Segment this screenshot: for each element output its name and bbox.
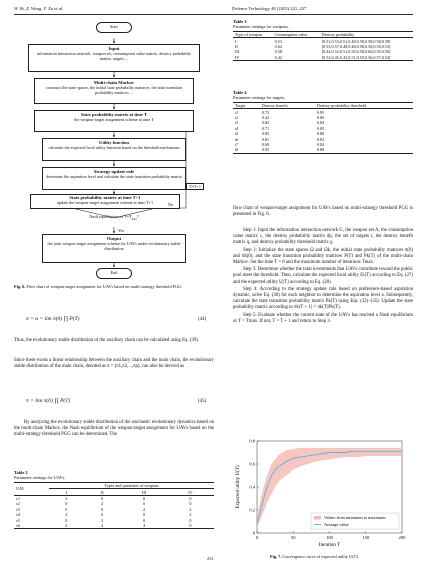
x-axis-label: Iteration T [318,543,341,548]
table4-cell: 0.42 [261,114,270,120]
table4-cell: t8 [235,147,239,153]
loop-label: T=T+1 [186,183,204,190]
strategy-text: determine the aspiration level and calculate the state transition probability matrix [46,174,182,179]
table2-cell: 0 [142,495,146,501]
table2-cell: 2 [101,517,104,523]
start-node [96,22,132,33]
y-tick-label: 0.4 [249,484,255,490]
utility-chart [233,435,408,552]
table4-cell: 0.84 [316,120,325,126]
table2-col-1: I [65,489,67,495]
step-4: Step 4: According to the strategy update rule based on preference-based aspiration dynamic, solve Eq. (30) for each neighbor to determine the aspiration level a. Subsequently, calculate the state transition probability matrix Pk(T) using Eqs. (32)–(35). Update the state probability matrix according to πk(T + 1) = πk(T)Pk(T). [233,286,413,311]
table3-cell: [0.44,0.52,0.51,0.50,0.58,0.60,0.50,0.50] [321,49,391,55]
legend-label-average: Average value [324,522,349,527]
flowchart [14,18,214,280]
decision-text: Nash equilibrium or $T=T_{max}$? [89,214,139,221]
table4-cell: 0.82 [261,120,270,126]
equation-44: π = α = lim π(0) ∏ P(T) [26,316,80,322]
table2-row [14,523,214,529]
table3-header-1: Type of weapon [235,32,262,38]
paragraph-3: By analyzing the evolutionary stable distribution of the stochastic evolutionary dynamics based on the multi-chain Markov, the Nash equilibrium of the weapon-target assignment for UAVs based on the multi-strategy threshold PGG can be determined. The [14,420,214,438]
y-axis-label: Expected utility U(T) [236,465,241,509]
table4-cell: t4 [235,125,239,131]
table2-cell: v6 [16,522,20,528]
table4-cell: t1 [235,109,239,115]
table2-cell: 0 [142,517,146,523]
table2-col-group: Types and quantities of weapons [49,483,214,489]
table4-title: Parameter settings for targets. [233,95,286,101]
output-box [42,234,186,263]
utility-box [42,138,186,161]
table2-cell: 2 [65,512,68,518]
step-1: Step 1: Input the information interaction network G, the weapon set A, the consumption value matrix c, the destroy probability matrix dp, the set of targets t, the destroy benefit matrix q, and destroy probability threshold matrix χ. [233,228,413,246]
table4-header-3: Destroy probability threshold [316,103,367,109]
table2-cell: 0 [189,517,192,523]
table2-caption [14,470,65,480]
table4-cell: 0.82 [316,141,325,147]
input-box [28,44,200,72]
table2-cell: v3 [16,506,20,512]
table4-cell: 0.69 [261,141,270,147]
table4-cell: t5 [235,131,239,137]
table2-cell: 0 [189,495,192,501]
table4-cell: t7 [235,141,239,147]
table2-cell: 0 [189,501,192,507]
table2-cell: v1 [16,495,20,501]
table3-cell: [0.51,0.53,0.51,0.48,0.58,0.58,0.58,0.58] [321,38,391,44]
step-3: Step 3: Determine whether the total investments that UAVs contribute toward the public pool meet the threshold. Then, calculate the expected local utility Ei(T) according to Eq. (27) and the expected utility U(T) according to Eq. (28). [233,267,413,285]
table2-col-4: IV [188,489,193,495]
table4-cell: 0.72 [261,109,270,115]
table3-cell: 0.42 [274,54,282,60]
table4-cell: 0.88 [316,147,325,153]
input-title: Input [108,46,120,51]
running-authors: W. Bi, Z. Wang, Y. Xu et al. [14,6,64,11]
spm2-box [30,194,180,209]
table2-cell: v2 [16,501,20,507]
x-tick-label: 0 [255,535,259,540]
fig7-label: Fig. 7. [270,554,282,559]
table2-label: Table 2 [14,470,28,475]
input-text: information interaction network, weapon set, consumption value matrix, destroy probability matrix, targets ... [37,51,191,61]
table2-col-3: III [141,489,147,495]
table4-cell: 0.82 [316,136,325,142]
table2-cell: 0 [65,517,68,523]
table4-cell: 0.85 [316,125,325,131]
table3-caption [233,19,289,29]
table2-cell: 0 [101,506,104,512]
table4 [233,102,413,154]
table2-cell: 2 [189,512,192,518]
table2-col-2: II [100,489,104,495]
table3-cell: III [235,49,240,55]
x-tick-label: 150 [362,535,370,540]
fig7-caption [270,554,359,559]
table3-body [233,38,413,61]
table4-body [233,109,413,153]
start-label: Start [110,24,118,29]
spm-text: the weapon-target assignment scheme at time T [74,117,154,122]
steps-list [233,228,413,325]
table3-label: Table 3 [233,19,247,24]
table2 [14,482,214,529]
table2-cell: 0 [101,495,104,501]
table2-cell: 0 [142,512,146,518]
table2-cell: 0 [65,501,68,507]
spm-title: State probability matrix at time T [80,112,148,117]
legend-label-band: Values from minimum to maximum [324,515,386,520]
end-node [96,268,132,279]
table4-row [233,147,413,153]
header-rule [14,14,413,15]
journal-info: Defence Technology 48 (2025) 221–237 [232,6,307,11]
table2-cell: 0 [189,522,192,528]
table3-cell: 0.62 [274,43,282,49]
table4-cell: t3 [235,120,239,126]
table3-cell: 0.53 [274,38,282,44]
table2-cell: 4 [142,522,146,528]
fig6-label: Fig. 6. [14,284,26,289]
table2-cell: 0 [101,512,104,518]
table3-cell: IV [235,54,240,60]
x-tick-label: 100 [326,535,333,540]
table4-cell: 0.85 [261,131,270,137]
x-tick-label: 200 [398,535,406,540]
table2-title: Parameter settings for UAVs. [14,475,66,481]
utility-text: calculate the expected local utility function based on the threshold mechanism [48,145,180,150]
table3-cell: [0.52,0.45,0.43,0.51,0.50,0.56,0.57,0.54] [321,54,391,60]
paragraph-2: Since there exists a linear relationship between the auxiliary chain and the main chain, the evolutionary stable distribution of the main chain, denoted as π = (π1,π2,...,πρ), can also be derived as [14,358,214,370]
table3-cell: I [235,38,237,44]
y-tick-label: 0.2 [249,507,255,513]
table2-cell: 0 [142,501,146,507]
markov-title: Multi-chain Markov [93,80,135,85]
y-tick-label: 0.6 [249,461,255,467]
x-tick-label: 50 [291,535,296,540]
table2-cell: v4 [16,512,20,518]
y-tick-label: 0.8 [249,438,255,444]
right-paragraph: flow chart of weapon-target assignment for UAVs based on multi-strategy threshold PGG is presented in Fig. 6. [233,206,413,218]
step-2: Step 2: Initialize the state spaces Ω and Ωk, the initial state probability matrices π(0) and πk(0), and the state transition probability matrices P(T) and Pk(T) of the multi-chain Markov. Set the time T = 0 and the maximum number of iterations Tmax. [233,247,413,266]
table4-cell: t2 [235,114,239,120]
table4-label: Table 4 [233,90,247,95]
table3-title: Parameter settings for weapons. [233,24,290,30]
table4-header-1: Target [235,103,246,109]
fig6-caption [14,284,214,289]
equation-45-number: (45) [198,399,207,404]
paragraph-1: Thus, the evolutionary stable distribution of the auxiliary chain can be calculated using Eq. (39). [14,338,200,343]
strategy-title: Strategy update rule [93,169,135,174]
table2-cell: v5 [16,517,20,523]
decision-label: Nash equilibrium or T=T [89,214,132,219]
legend-swatch-band [314,516,321,520]
equation-44-number: (44) [198,317,207,322]
output-text: the joint weapon-target assignment scheme for UAVs under evolutionary stable distribution [47,241,181,251]
table3-row [233,55,413,61]
table4-cell: 0.95 [316,109,325,115]
table4-cell: 0.71 [261,125,270,131]
table2-body [14,495,214,528]
strategy-box [42,167,186,190]
yes-label: Yes [118,228,125,233]
table2-cell: 0 [65,506,68,512]
table2-cell: 2 [65,495,68,501]
fig7-text: Convergence curve of expected utility U(T). [282,554,359,559]
y-tick-label: 0 [252,530,255,536]
utility-title: Utility function [99,140,129,145]
step-5: Step 5: Evaluate whether the current state of the UAVs has reached a Nash equilibrium or T = Tmax. If not, T = T + 1 and return to Step 3. [233,312,413,324]
end-label: End [110,270,118,275]
table4-cell: 0.81 [261,136,270,142]
decision-sub: max [131,216,137,221]
table4-cell: 0.86 [316,114,325,120]
table3-cell: II [235,43,238,49]
spm-box [34,110,194,132]
table4-header-2: Destroy benefit [261,103,288,109]
table3-header-2: Consumption value [274,32,308,38]
table2-cell: 2 [189,506,192,512]
table3-cell: [0.55,0.57,0.48,0.48,0.58,0.58,0.50,0.53] [321,43,391,49]
table2-cell: 2 [101,501,104,507]
table4-cell: 0.80 [316,131,325,137]
table2-cell: 2 [65,522,68,528]
no-label: No [168,202,174,207]
output-title: Output [106,236,122,241]
fig6-text: Flow chart of weapon-target assignment for UAVs based on multi-strategy threshold PGG. [26,284,183,289]
table4-cell: t6 [235,136,239,142]
equation-45: π = lim π(0) ∏ P(T) [26,398,71,404]
table4-cell: 0.93 [261,147,270,153]
table2-cell: 2 [142,506,146,512]
page-number: 231 [207,556,214,561]
table3 [233,31,413,61]
table2-cell: 2 [101,522,104,528]
markov-box [34,78,194,104]
spm2-text: update the weapon-target assignment scheme at time T+1 [56,200,154,205]
markov-text: construct the state spaces, the initial state probability matrices, the state transition probability matrices ... [45,85,183,95]
table2-col-uav: UAV [14,483,49,496]
table3-cell: 0.58 [274,49,282,55]
spm2-title: State probability matrix at time T+1 [69,195,141,200]
table4-caption [233,90,285,100]
table3-header-3: Destroy probability [321,32,355,38]
